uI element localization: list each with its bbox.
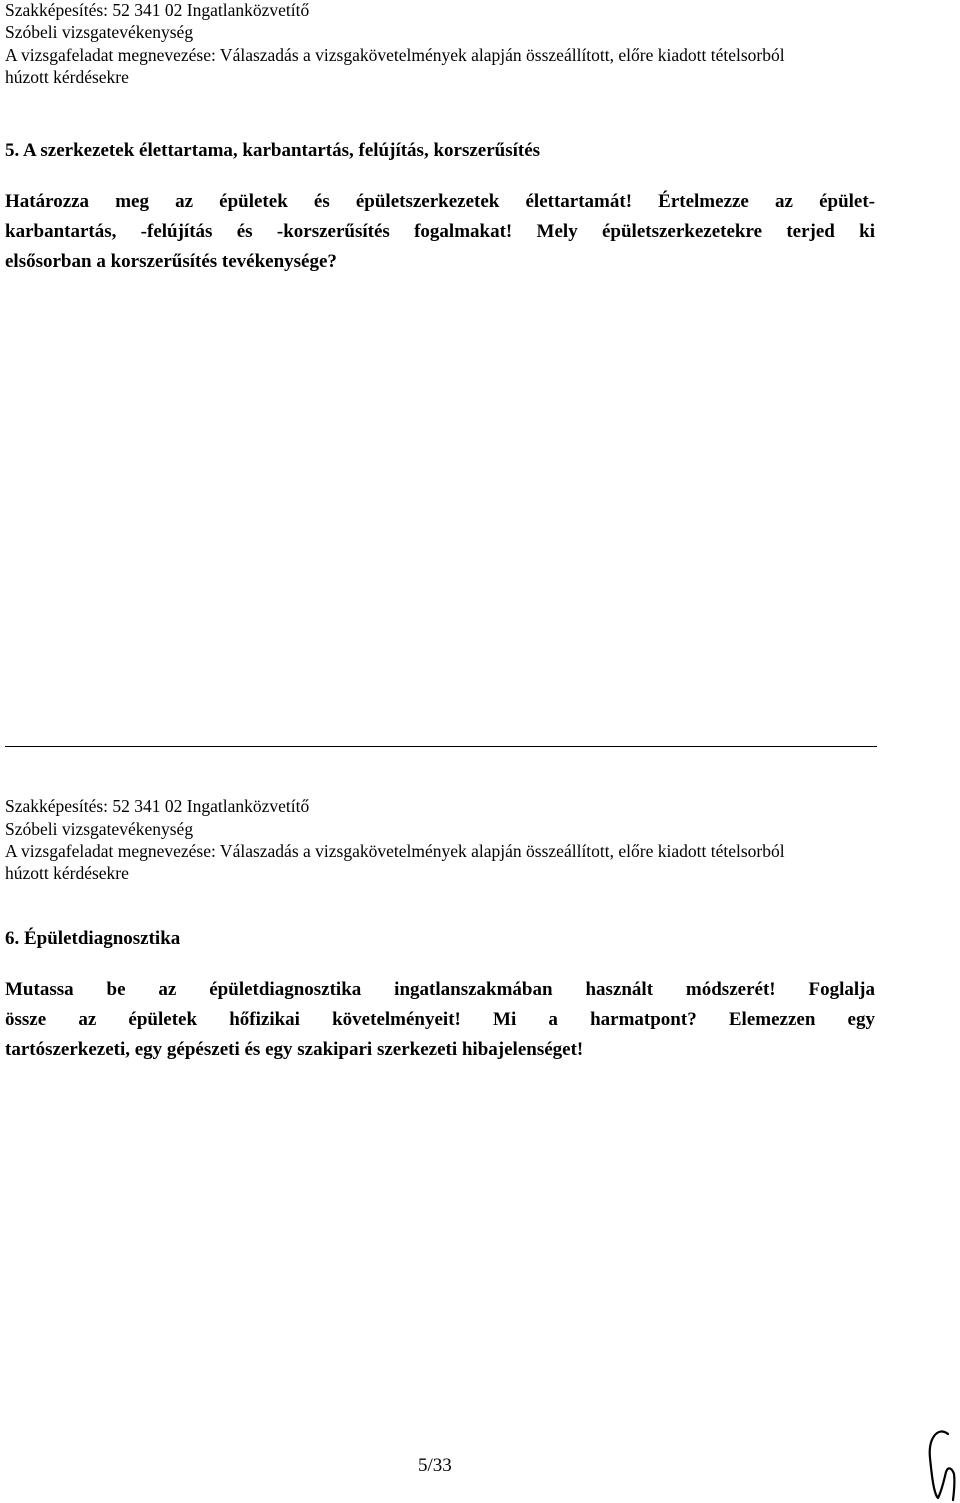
section-divider [5,746,877,747]
header-task-name-cont: húzott kérdésekre [5,67,129,87]
section-title: 5. A szerkezetek élettartama, karbantartás, felújítás, korszerűsítés [5,140,541,161]
header-task-name: A vizsgafeladat megnevezése: Válaszadás a vizsgakövetelmények alapján összeállított, előre kiadott tételsorból [5,841,785,861]
question-line: Határozza meg az épületek és épületszerkezetek élettartamát! Értelmezze az épület- [5,191,875,212]
question-line: Mutassa be az épületdiagnosztika ingatlanszakmában használt módszerét! Foglalja [5,979,875,1000]
question-line: karbantartás, -felújítás és -korszerűsítés fogalmakat! Mely épületszerkezetekre terjed ki [5,221,875,242]
header-activity: Szóbeli vizsgatevékenység [5,22,194,42]
header-task-name-cont: húzott kérdésekre [5,863,129,883]
header-task-name: A vizsgafeladat megnevezése: Válaszadás a vizsgakövetelmények alapján összeállított, előre kiadott tételsorból [5,45,785,65]
question-line: elsősorban a korszerűsítés tevékenysége? [5,251,337,272]
page-number: 5/33 [418,1455,452,1476]
question-line: össze az épületek hőfizikai követelményeit! Mi a harmatpont? Elemezzen egy [5,1009,875,1030]
header-qualification: Szakképesítés: 52 341 02 Ingatlanközvetítő [5,796,310,816]
section-title: 6. Épületdiagnosztika [5,928,181,949]
header-qualification: Szakképesítés: 52 341 02 Ingatlanközvetítő [5,0,310,20]
question-line: tartószerkezeti, egy gépészeti és egy szakipari szerkezeti hibajelenséget! [5,1039,584,1060]
signature-mark [918,1420,958,1503]
header-activity: Szóbeli vizsgatevékenység [5,819,194,839]
